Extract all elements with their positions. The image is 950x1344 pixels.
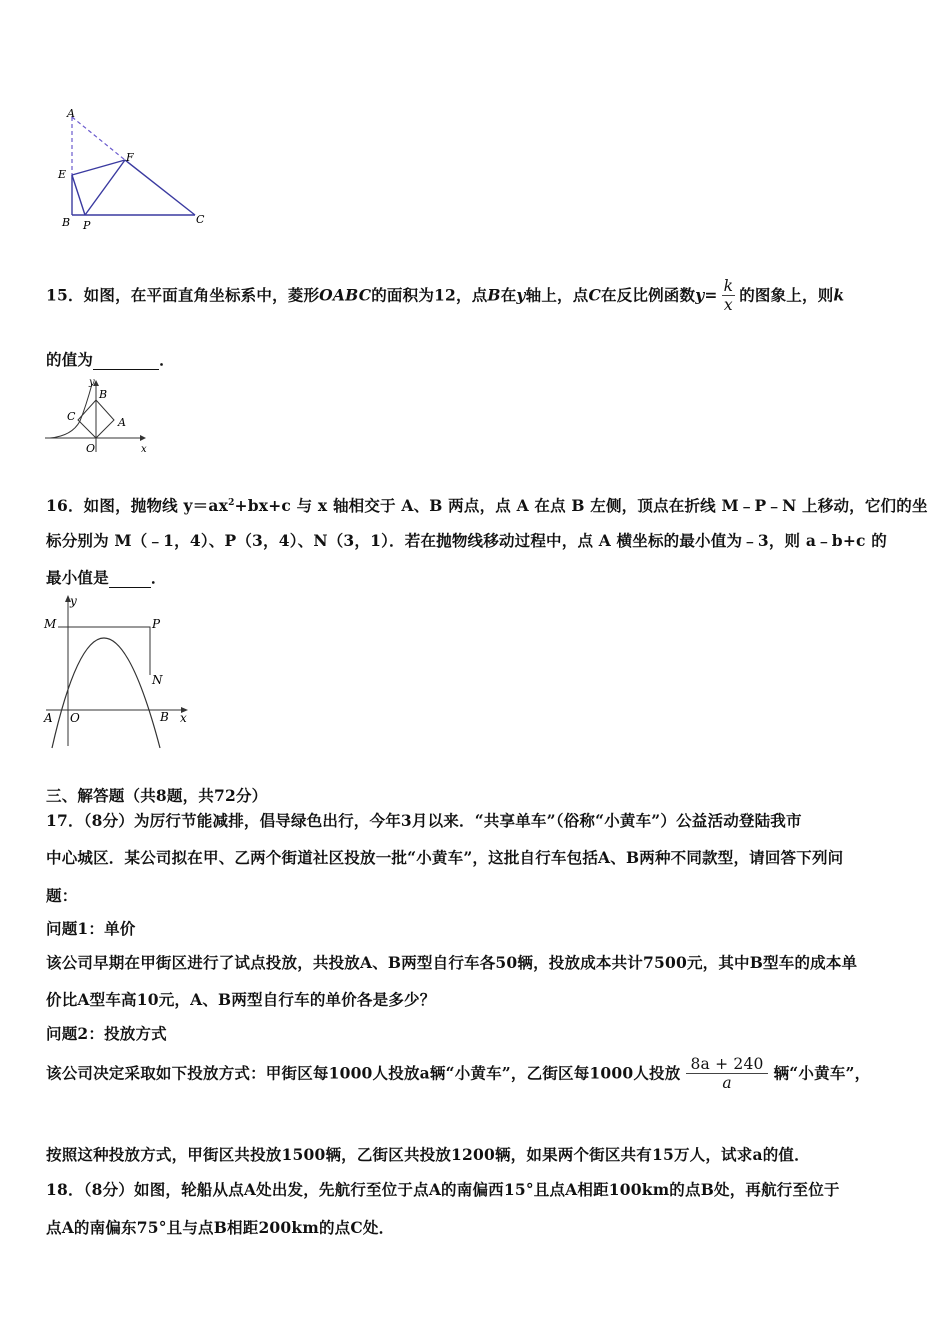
fig14-label-a: A (67, 107, 75, 120)
fig14-af-dashed (72, 117, 125, 160)
q17-text-b: 辆“小黄车”， (773, 1063, 871, 1083)
fig14-label-p: P (83, 219, 91, 232)
q15-text-h: ． (159, 350, 175, 369)
q15-text-b: 的面积为12，点 (371, 285, 488, 305)
q18-line1: 18．（8分）如图，轮船从点A处出发，先航行至位于点A的南偏西15°且点A相距100km的点B处，再航行至位于 (46, 1180, 840, 1199)
fig15-label-b: B (99, 388, 108, 401)
q15-frac-num: k (723, 277, 734, 295)
figure-q16 (42, 590, 197, 750)
fig16-polyline-mpn (58, 627, 150, 675)
fig14-label-b: B (62, 216, 71, 229)
q16-text-a: 16．如图，抛物线 y＝ax (46, 496, 229, 515)
fig14-label-f: F (126, 151, 134, 164)
q17-problem2-line1 (46, 1056, 870, 1093)
q15-frac-den: x (723, 296, 733, 315)
q17-fraction (686, 1056, 767, 1093)
fig15-label-y: y (89, 377, 95, 388)
q15-text-d: 轴上，点 (525, 285, 589, 305)
q15-var-y: y (516, 285, 526, 305)
q16-superscript: 2 (228, 497, 235, 508)
q15-func: y= (695, 285, 718, 305)
q15-var-b: B (487, 285, 501, 305)
fig16-label-n: N (152, 673, 163, 687)
q16-text-b: +bx+c 与 x 轴相交于 A、B 两点，点 A 在点 B 左侧，顶点在折线 M﹣P﹣N 上移动，它们的坐 (234, 496, 928, 515)
q15-text-a: 15．如图，在平面直角坐标系中，菱形 (46, 285, 320, 305)
figure-q14 (50, 105, 220, 235)
q16-text-c: 最小值是 (46, 568, 109, 587)
q16-line2: 标分别为 M（﹣1，4）、P（3，4）、N（3，1）．若在抛物线移动过程中，点 A 横坐标的最小值为﹣3，则 a﹣b+c 的 (46, 531, 887, 550)
q15-text-f: 的图象上，则 (739, 285, 834, 305)
q15-var-c: C (588, 285, 601, 305)
q17-line1: 17．（8分）为厉行节能减排，倡导绿色出行，今年3月以来．“共享单车”（俗称“小黄车”）公益活动登陆我市 (46, 811, 802, 830)
q15-text-e: 在反比例函数 (601, 285, 696, 305)
fig15-label-x: x (141, 444, 147, 455)
q15-var-oabc: OABC (319, 285, 372, 305)
fig14-label-e: E (58, 168, 67, 181)
fig16-label-m: M (44, 617, 57, 631)
fig16-label-y: y (70, 594, 77, 608)
q16-line3 (46, 566, 167, 588)
q16-text-d: ． (150, 568, 167, 587)
figure-q15 (42, 376, 157, 456)
q17-problem2-title: 问题2：投放方式 (46, 1024, 167, 1043)
q15-text-c: 在 (500, 285, 517, 305)
q16-answer-blank[interactable] (109, 568, 151, 588)
fig15-label-o: O (86, 442, 96, 455)
fig14-ep (72, 175, 85, 215)
fig16-label-o: O (70, 711, 80, 725)
q17-frac-num: 8a + 240 (686, 1056, 767, 1074)
q18-line2: 点A的南偏东75°且与点B相距200km的点C处． (46, 1218, 395, 1237)
fig16-label-b: B (160, 710, 169, 724)
fig16-label-x: x (180, 711, 187, 725)
q17-line3: 题： (46, 886, 78, 905)
q15-line1 (46, 278, 844, 315)
fig15-label-a: A (118, 416, 126, 429)
section-heading: 三、解答题（共8题，共72分） (46, 786, 268, 805)
q15-fraction (722, 278, 736, 315)
fig14-fc (125, 160, 195, 215)
q15-var-k: k (833, 285, 845, 305)
q16-line1 (46, 494, 928, 516)
fig14-label-c: C (196, 213, 205, 226)
q17-problem1-line1: 该公司早期在甲街区进行了试点投放，共投放A、B两型自行车各50辆，投放成本共计7500元，其中B型车的成本单 (46, 953, 858, 972)
q17-text-a: 该公司决定采取如下投放方式：甲街区每1000人投放a辆“小黄车”，乙街区每1000人投放 (46, 1063, 681, 1083)
q15-answer-blank[interactable] (93, 350, 159, 370)
q17-problem1-title: 问题1：单价 (46, 919, 136, 938)
q17-frac-den: a (722, 1074, 732, 1093)
fig15-x-arrow (140, 435, 146, 441)
q15-line2 (46, 348, 175, 370)
fig16-label-a: A (44, 711, 53, 725)
fig14-ef (72, 160, 125, 175)
fig16-label-p: P (152, 617, 161, 631)
fig14-fp (85, 160, 125, 215)
q17-problem1-line2: 价比A型车高10元，A、B两型自行车的单价各是多少？ (46, 990, 436, 1009)
q15-text-g: 的值为 (46, 350, 94, 369)
fig15-label-c: C (67, 410, 76, 423)
q17-line2: 中心城区．某公司拟在甲、乙两个街道社区投放一批“小黄车”，这批自行车包括A、B两种不同款型，请回答下列问 (46, 848, 844, 867)
q17-problem2-line2: 按照这种投放方式，甲街区共投放1500辆，乙街区共投放1200辆，如果两个街区共有15万人，试求a的值． (46, 1145, 810, 1164)
